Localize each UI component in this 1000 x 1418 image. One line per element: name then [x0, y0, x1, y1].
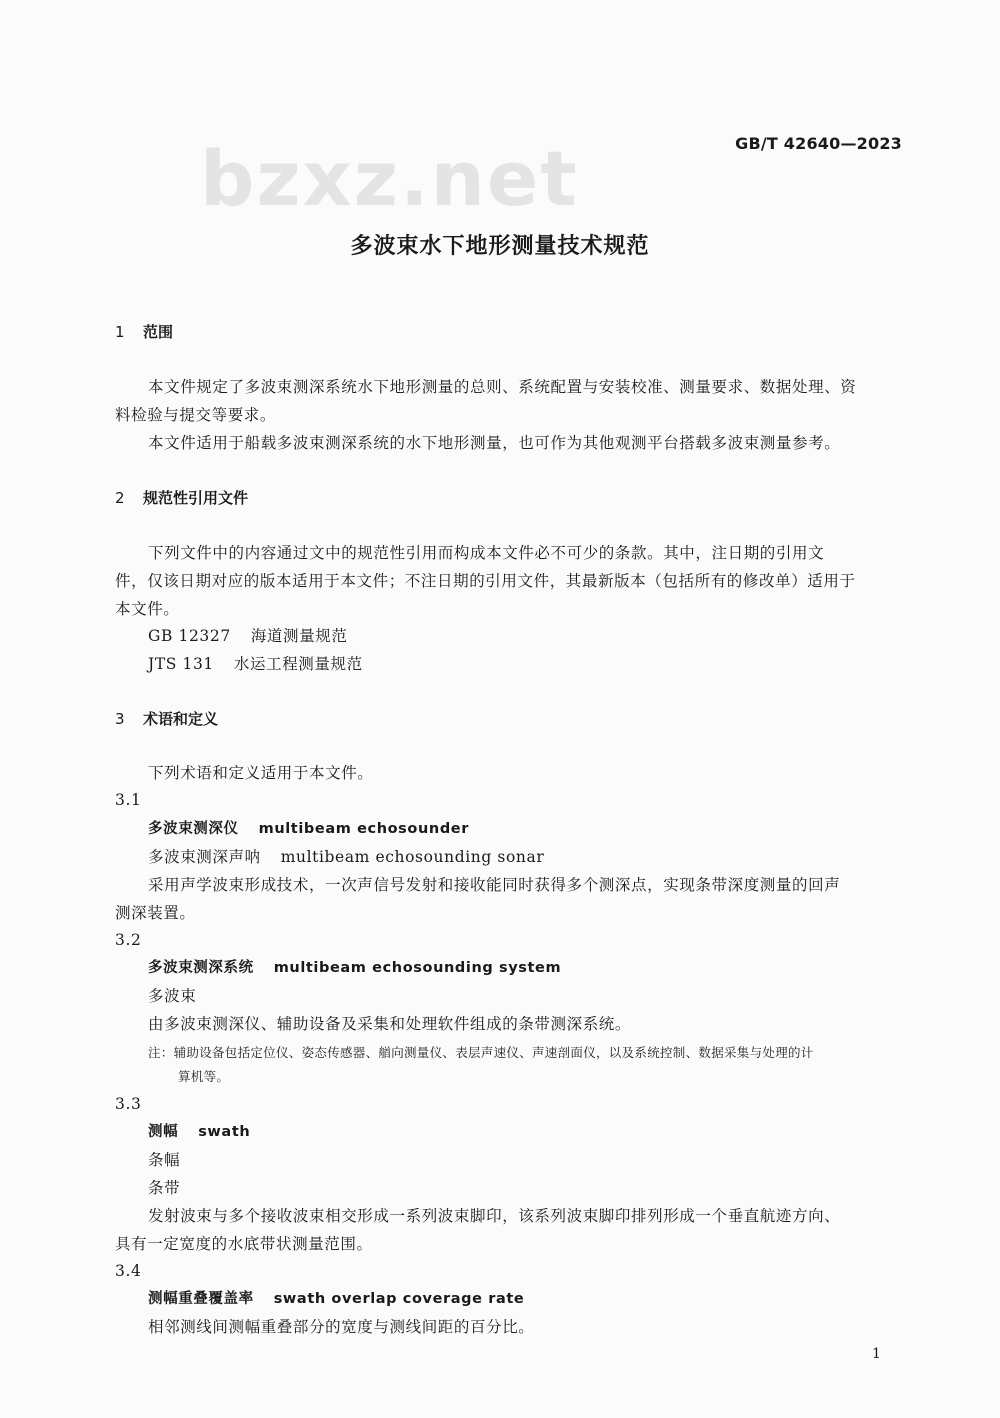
document-number: GB/T 42640—2023: [735, 134, 902, 153]
section-1-number: 1: [115, 323, 125, 341]
term-3-3-heading: [148, 1118, 250, 1146]
term-3-4-def: 相邻测线间测幅重叠部分的宽度与测线间距的百分比。: [148, 1318, 535, 1336]
section-2-para-line3: 本文件。: [115, 600, 180, 618]
term-3-1-heading: [148, 815, 469, 843]
section-1-title: 范围: [143, 323, 174, 341]
term-3-3-number: 3.3: [115, 1095, 142, 1113]
term-3-1-alt-cn: 多波束测深声呐: [148, 848, 261, 866]
term-3-1-def-line1: 采用声学波束形成技术，一次声信号发射和接收能同时获得多个测深点，实现条带深度测量的回声: [148, 876, 841, 894]
term-3-1-alt: [148, 843, 544, 871]
section-1-para1-line2: 料检验与提交等要求。: [115, 406, 277, 424]
reference-code: GB 12327: [148, 627, 231, 645]
term-3-3-alt2: 条带: [148, 1179, 181, 1197]
term-3-2-alt: 多波束: [148, 987, 197, 1005]
section-3-heading: [115, 708, 218, 729]
term-3-4-cn: 测幅重叠覆盖率: [148, 1291, 254, 1307]
section-1-para2: 本文件适用于船载多波束测深系统的水下地形测量，也可作为其他观测平台搭载多波束测量参考。: [148, 434, 841, 452]
section-2-heading: [115, 487, 248, 508]
term-3-2-note-line1: 注：辅助设备包括定位仪、姿态传感器、艏向测量仪、表层声速仪、声速剖面仪，以及系统控制、数据采集与处理的计: [148, 1045, 814, 1060]
reference-code: JTS 131: [148, 655, 214, 673]
term-3-2-cn: 多波束测深系统: [148, 960, 254, 976]
section-1-para1-line1: 本文件规定了多波束测深系统水下地形测量的总则、系统配置与安装校准、测量要求、数据处理、资: [148, 378, 857, 396]
section-3-title: 术语和定义: [143, 710, 219, 728]
reference-item: [148, 650, 363, 678]
term-3-3-alt1: 条幅: [148, 1151, 181, 1169]
term-3-3-en: swath: [198, 1124, 251, 1140]
term-3-4-number: 3.4: [115, 1262, 142, 1280]
section-2-title: 规范性引用文件: [143, 489, 249, 507]
term-3-3-cn: 测幅: [148, 1124, 179, 1140]
term-3-2-def: 由多波束测深仪、辅助设备及采集和处理软件组成的条带测深系统。: [148, 1015, 632, 1033]
page-number: 1: [872, 1346, 882, 1362]
term-3-3-def-line1: 发射波束与多个接收波束相交形成一系列波束脚印，该系列波束脚印排列形成一个垂直航迹方向、: [148, 1207, 841, 1225]
watermark: bzxz.net: [200, 134, 579, 223]
term-3-2-note-line2: 算机等。: [178, 1069, 230, 1084]
term-3-2-number: 3.2: [115, 931, 142, 949]
section-2-number: 2: [115, 489, 125, 507]
reference-name: 海道测量规范: [250, 627, 348, 645]
section-3-intro: 下列术语和定义适用于本文件。: [148, 764, 374, 782]
section-2-para-line2: 件，仅该日期对应的版本适用于本文件；不注日期的引用文件，其最新版本（包括所有的修改单）适用于: [115, 572, 856, 590]
reference-name: 水运工程测量规范: [233, 655, 363, 673]
term-3-1-def-line2: 测深装置。: [115, 904, 196, 922]
term-3-3-def-line2: 具有一定宽度的水底带状测量范围。: [115, 1235, 373, 1253]
term-3-2-heading: [148, 954, 561, 982]
section-3-number: 3: [115, 710, 125, 728]
section-2-para-line1: 下列文件中的内容通过文中的规范性引用而构成本文件必不可少的条款。其中，注日期的引用文: [148, 544, 825, 562]
term-3-2-en: multibeam echosounding system: [273, 960, 562, 976]
term-3-1-en: multibeam echosounder: [258, 821, 469, 837]
reference-item: [148, 622, 347, 650]
term-3-4-heading: [148, 1285, 524, 1313]
term-3-1-number: 3.1: [115, 791, 142, 809]
document-title: 多波束水下地形测量技术规范: [350, 234, 650, 259]
section-1-heading: [115, 321, 173, 342]
term-3-4-en: swath overlap coverage rate: [273, 1291, 525, 1307]
term-3-1-alt-en: multibeam echosounding sonar: [280, 848, 545, 866]
term-3-1-cn: 多波束测深仪: [148, 821, 239, 837]
